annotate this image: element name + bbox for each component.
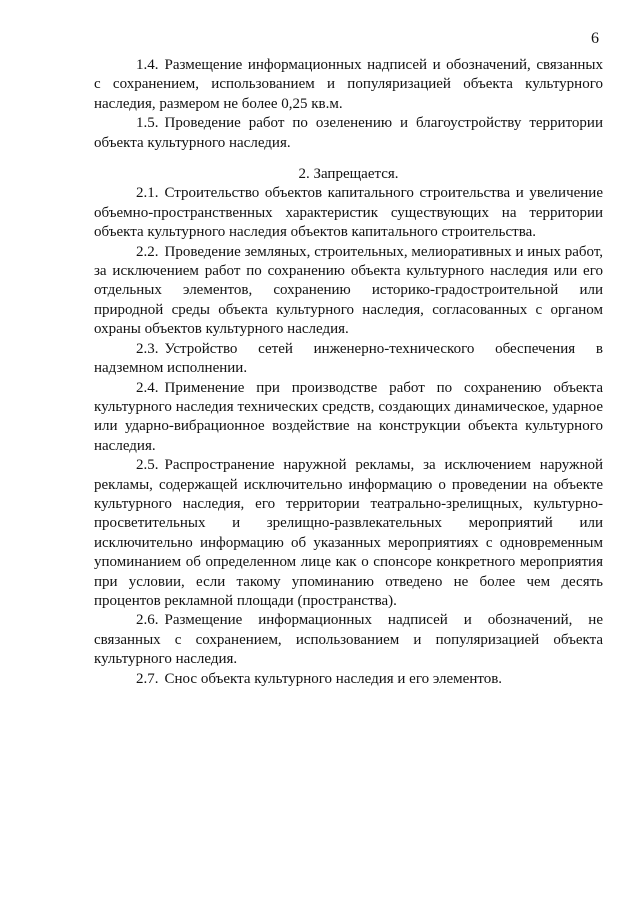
section-heading: 2. Запрещается. xyxy=(298,166,399,183)
list-item xyxy=(94,114,603,153)
list-item xyxy=(94,340,603,379)
item-text: Снос объекта культурного наследия и его элементов. xyxy=(164,670,503,687)
item-number: 2.6. xyxy=(136,612,159,629)
list-item xyxy=(94,379,603,457)
item-number: 2.1. xyxy=(136,185,159,202)
item-number: 2.7. xyxy=(136,670,159,687)
item-text: Строительство объектов капитального строительства и увеличение объемно-пространственных характеристик существующих на территории объекта культурного наследия объектов капитального строительства. xyxy=(94,185,603,241)
item-number: 2.2. xyxy=(136,243,159,260)
item-text: Устройство сетей инженерно-технического обеспечения в надземном исполнении. xyxy=(94,340,603,377)
list-item xyxy=(94,611,603,669)
list-item xyxy=(94,184,603,242)
document-body xyxy=(94,56,603,689)
item-text: Проведение работ по озеленению и благоустройству территории объекта культурного наследия. xyxy=(94,115,603,151)
item-number: 2.3. xyxy=(136,340,159,357)
list-item xyxy=(94,56,603,114)
item-number: 2.4. xyxy=(136,379,159,396)
list-item xyxy=(94,243,603,340)
item-number: 1.4. xyxy=(136,57,159,73)
item-text: Размещение информационных надписей и обозначений, не связанных с сохранением, использованием и популяризацией объекта культурного наследия. xyxy=(94,612,603,668)
item-text: Распространение наружной рекламы, за исключением наружной рекламы, содержащей исключительно информацию о проведении на объекте культурного наследия, его территории театрально-зрелищных, культурно-просветительных и зрелищно-развлекательных мероприятий или исключительно информацию об указанных мероприятиях с одновременным упоминанием об определенном лице как о спонсоре конкретного мероприятия при условии, если такому упоминанию отведено не более чем десять процентов рекламной площади (пространства). xyxy=(94,457,603,609)
list-item xyxy=(94,456,603,611)
item-number: 2.5. xyxy=(136,457,159,474)
item-text: Проведение земляных, строительных, мелиоративных и иных работ, за исключением работ по сохранению объекта культурного наследия или его отдельных элементов, сохранению историко-градостроительной или природной среды объекта культурного наследия, согласованных с органом охраны объектов культурного наследия. xyxy=(94,243,603,338)
list-item xyxy=(94,670,603,689)
item-text: Размещение информационных надписей и обозначений, связанных с сохранением, использованием и популяризацией объекта культурного наследия, размером не более 0,25 кв.м. xyxy=(94,57,603,112)
item-number: 1.5. xyxy=(136,115,159,132)
item-text: Применение при производстве работ по сохранению объекта культурного наследия технических средств, создающих динамическое, ударное или ударно-вибрационное воздействие на конструкции объекта культурного наследия. xyxy=(94,379,603,454)
page-number: 6 xyxy=(591,30,599,47)
